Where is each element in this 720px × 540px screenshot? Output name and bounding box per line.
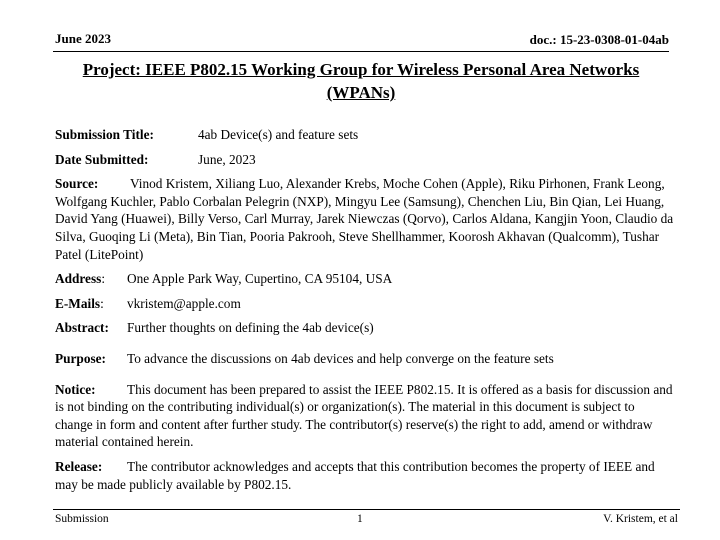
footer-rule [53, 509, 680, 510]
address-row [55, 270, 675, 288]
submission-title-value: 4ab Device(s) and feature sets [198, 127, 359, 142]
footer-page-number: 1 [357, 513, 363, 525]
address-label-colon: : [101, 271, 106, 287]
release-value: The contributor acknowledges and accepts that this contribution becomes the property of IEEE and may be made publicly available by P802.15. [55, 458, 655, 492]
notice-label: Notice: [55, 381, 96, 397]
address-label: Address [55, 271, 102, 287]
footer-author: V. Kristem, et al [603, 513, 678, 525]
purpose-label: Purpose: [55, 350, 106, 366]
emails-label-group [55, 295, 127, 313]
notice-row [55, 381, 675, 451]
header-date: June 2023 [55, 31, 111, 46]
source-value: Vinod Kristem, Xiliang Luo, Alexander Krebs, Moche Cohen (Apple), Riku Pirhonen, Frank Leong, Wolfgang Kuchler, Pablo Corbalan Pelegrin (NXP), Mingyu Lee (Samsung), Chenchen Liu, Bin Qian, Lei Huang, David Yang (Huawei), Billy Verso, Carl Murray, Jarek Niewczas (Qorvo), Carlos Aldana, Kangjin Yoon, Claudio da Silva, Guoqing Li (Meta), Bin Tian, Pooria Pakrooh, Steve Shellhammer, Koorosh Akhavan (Qualcomm), Tushar Patel (LitePoint) [55, 176, 674, 262]
submission-fields [55, 126, 675, 493]
emails-value[interactable]: vkristem@apple.com [127, 295, 241, 311]
notice-value: This document has been prepared to assist the IEEE P802.15. It is offered as a basis for discussion and is not binding on the contributing individual(s) or organization(s). The material in this document is subject to change in form and content after further study. The contributor(s) reserve(s) the right to add, amend or withdraw material contained herein. [55, 381, 673, 450]
date-submitted-value: June, 2023 [198, 151, 256, 167]
source-label: Source: [55, 176, 99, 192]
release-label: Release: [55, 458, 103, 474]
header-rule [53, 51, 669, 52]
purpose-value: To advance the discussions on 4ab devices and help converge on the feature sets [127, 350, 554, 366]
abstract-label: Abstract: [55, 320, 109, 336]
emails-label: E-Mails [55, 295, 101, 311]
emails-row [55, 295, 675, 313]
address-value: One Apple Park Way, Cupertino, CA 95104, USA [127, 271, 393, 287]
abstract-row [55, 319, 675, 337]
purpose-row [55, 350, 675, 368]
date-submitted-label: Date Submitted: [55, 151, 149, 167]
submission-title-label: Submission Title: [55, 127, 154, 142]
address-label-group [55, 270, 127, 288]
submission-title-row [55, 126, 675, 144]
release-row [55, 458, 675, 493]
footer-submission: Submission [55, 513, 109, 525]
header-doc-id: doc.: 15-23-0308-01-04ab [529, 32, 669, 47]
emails-label-colon: : [100, 295, 104, 311]
abstract-value: Further thoughts on defining the 4ab device(s) [127, 320, 374, 336]
date-submitted-row [55, 151, 675, 169]
document-title: Project: IEEE P802.15 Working Group for Wireless Personal Area Networks (WPANs) [82, 60, 640, 102]
source-row [55, 175, 675, 263]
